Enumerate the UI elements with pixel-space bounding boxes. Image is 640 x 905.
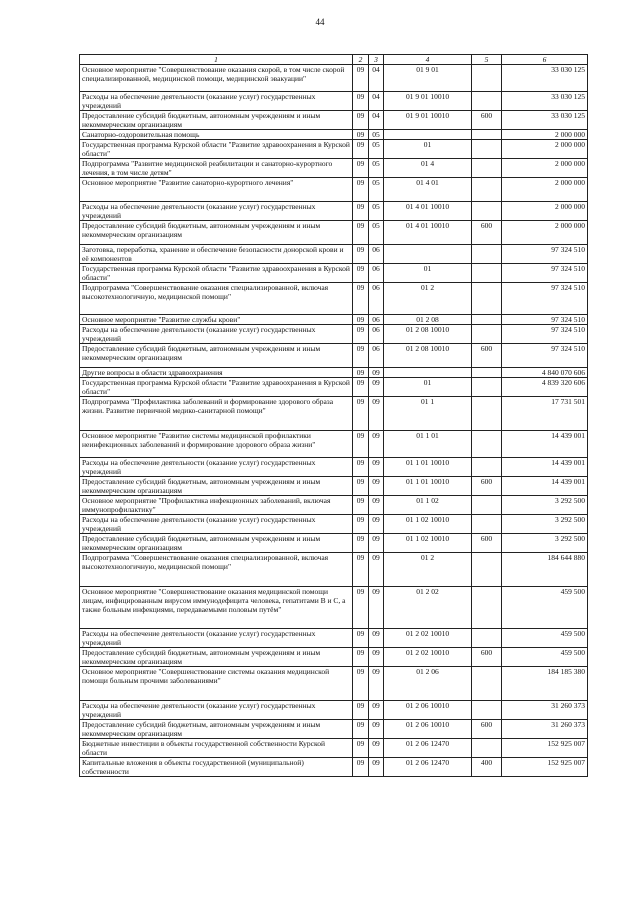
row-expense-type <box>472 553 502 587</box>
table-row <box>80 264 588 283</box>
row-expense-type <box>472 92 502 111</box>
header-col-1: 1 <box>80 55 353 65</box>
row-section: 09 <box>353 264 369 283</box>
row-amount: 3 292 500 <box>502 515 588 534</box>
table-row <box>80 629 588 648</box>
row-section: 09 <box>353 92 369 111</box>
row-subsection: 06 <box>369 344 384 368</box>
header-col-2: 2 <box>353 55 369 65</box>
row-subsection: 09 <box>369 720 384 739</box>
row-section: 09 <box>353 648 369 667</box>
row-name: Расходы на обеспечение деятельности (оказание услуг) государственных учреждений <box>80 458 353 477</box>
row-name: Основное мероприятие "Развитие системы медицинской профилактики неинфекционных заболеваний и формирование здорового образа жизни" <box>80 431 353 458</box>
row-subsection: 05 <box>369 178 384 202</box>
row-expense-type: 600 <box>472 344 502 368</box>
row-target-article: 01 2 06 12470 <box>384 758 472 777</box>
row-target-article: 01 2 08 10010 <box>384 344 472 368</box>
row-amount: 3 292 500 <box>502 496 588 515</box>
row-amount: 97 324 510 <box>502 245 588 264</box>
row-name: Государственная программа Курской области "Развитие здравоохранения в Курской области" <box>80 378 353 397</box>
table-row <box>80 515 588 534</box>
row-amount: 17 731 501 <box>502 397 588 431</box>
row-target-article: 01 4 01 <box>384 178 472 202</box>
row-expense-type: 400 <box>472 758 502 777</box>
row-amount: 33 030 125 <box>502 111 588 130</box>
row-section: 09 <box>353 315 369 325</box>
row-name: Основное мероприятие "Развитие службы крови" <box>80 315 353 325</box>
row-section: 09 <box>353 739 369 758</box>
row-amount: 459 500 <box>502 629 588 648</box>
row-target-article <box>384 245 472 264</box>
row-subsection: 09 <box>369 629 384 648</box>
row-target-article: 01 9 01 10010 <box>384 111 472 130</box>
row-subsection: 09 <box>369 368 384 378</box>
row-amount: 152 925 007 <box>502 739 588 758</box>
table-row <box>80 648 588 667</box>
row-amount: 14 439 001 <box>502 431 588 458</box>
row-subsection: 09 <box>369 701 384 720</box>
row-subsection: 05 <box>369 140 384 159</box>
row-section: 09 <box>353 221 369 245</box>
row-amount: 97 324 510 <box>502 283 588 315</box>
row-expense-type <box>472 140 502 159</box>
row-subsection: 09 <box>369 431 384 458</box>
row-target-article: 01 9 01 10010 <box>384 92 472 111</box>
table-row <box>80 534 588 553</box>
row-amount: 14 439 001 <box>502 477 588 496</box>
table-row <box>80 739 588 758</box>
header-col-4: 4 <box>384 55 472 65</box>
table-row <box>80 587 588 629</box>
table-row <box>80 477 588 496</box>
row-expense-type <box>472 629 502 648</box>
header-col-5: 5 <box>472 55 502 65</box>
table-row <box>80 720 588 739</box>
row-expense-type <box>472 202 502 221</box>
row-section: 09 <box>353 720 369 739</box>
row-section: 09 <box>353 368 369 378</box>
row-subsection: 05 <box>369 221 384 245</box>
row-name: Основное мероприятие "Совершенствование оказания скорой, в том числе скорой специализированной, медицинской помощи, медицинской эвакуации" <box>80 65 353 92</box>
row-name: Предоставление субсидий бюджетным, автономным учреждениям и иным некоммерческим организациям <box>80 111 353 130</box>
row-name: Заготовка, переработка, хранение и обеспечение безопасности донорской крови и её компонентов <box>80 245 353 264</box>
row-amount: 97 324 510 <box>502 264 588 283</box>
row-section: 09 <box>353 344 369 368</box>
row-subsection: 09 <box>369 587 384 629</box>
row-expense-type <box>472 515 502 534</box>
row-section: 09 <box>353 496 369 515</box>
row-expense-type: 600 <box>472 477 502 496</box>
row-amount: 4 839 320 606 <box>502 378 588 397</box>
row-section: 09 <box>353 245 369 264</box>
row-subsection: 09 <box>369 397 384 431</box>
row-target-article <box>384 130 472 140</box>
row-amount: 31 260 373 <box>502 701 588 720</box>
row-section: 09 <box>353 130 369 140</box>
row-expense-type <box>472 130 502 140</box>
row-section: 09 <box>353 758 369 777</box>
row-expense-type <box>472 458 502 477</box>
row-name: Подпрограмма "Совершенствование оказания специализированной, включая высокотехнологичную, медицинской помощи" <box>80 283 353 315</box>
row-subsection: 04 <box>369 92 384 111</box>
row-subsection: 04 <box>369 65 384 92</box>
row-amount: 2 000 000 <box>502 159 588 178</box>
row-section: 09 <box>353 667 369 701</box>
row-amount: 459 500 <box>502 648 588 667</box>
row-name: Другие вопросы в области здравоохранения <box>80 368 353 378</box>
row-target-article: 01 2 02 10010 <box>384 648 472 667</box>
row-name: Предоставление субсидий бюджетным, автономным учреждениям и иным некоммерческим организациям <box>80 534 353 553</box>
row-target-article: 01 2 06 10010 <box>384 701 472 720</box>
row-amount: 31 260 373 <box>502 720 588 739</box>
row-section: 09 <box>353 629 369 648</box>
row-target-article: 01 1 01 <box>384 431 472 458</box>
row-name: Подпрограмма "Совершенствование оказания специализированной, включая высокотехнологичную, медицинской помощи" <box>80 553 353 587</box>
row-section: 09 <box>353 553 369 587</box>
row-section: 09 <box>353 111 369 130</box>
table-row <box>80 378 588 397</box>
row-name: Расходы на обеспечение деятельности (оказание услуг) государственных учреждений <box>80 325 353 344</box>
row-name: Капитальные вложения в объекты государственной (муниципальной) собственности <box>80 758 353 777</box>
row-subsection: 09 <box>369 739 384 758</box>
row-subsection: 09 <box>369 758 384 777</box>
row-subsection: 09 <box>369 534 384 553</box>
row-amount: 97 324 510 <box>502 315 588 325</box>
row-subsection: 06 <box>369 264 384 283</box>
row-amount: 2 000 000 <box>502 202 588 221</box>
row-subsection: 09 <box>369 553 384 587</box>
row-target-article: 01 2 02 10010 <box>384 629 472 648</box>
row-target-article: 01 4 01 10010 <box>384 202 472 221</box>
row-expense-type <box>472 368 502 378</box>
row-name: Предоставление субсидий бюджетным, автономным учреждениям и иным некоммерческим организациям <box>80 477 353 496</box>
row-name: Основное мероприятие "Профилактика инфекционных заболеваний, включая иммунопрофилактику" <box>80 496 353 515</box>
row-target-article: 01 2 <box>384 283 472 315</box>
row-target-article: 01 1 01 10010 <box>384 458 472 477</box>
row-expense-type <box>472 325 502 344</box>
row-target-article: 01 2 06 12470 <box>384 739 472 758</box>
row-amount: 152 925 007 <box>502 758 588 777</box>
row-expense-type <box>472 378 502 397</box>
row-target-article: 01 2 08 10010 <box>384 325 472 344</box>
table-row <box>80 178 588 202</box>
row-amount: 4 840 070 606 <box>502 368 588 378</box>
row-amount: 14 439 001 <box>502 458 588 477</box>
table-row <box>80 130 588 140</box>
row-amount: 33 030 125 <box>502 92 588 111</box>
row-target-article: 01 1 01 10010 <box>384 477 472 496</box>
row-name: Расходы на обеспечение деятельности (оказание услуг) государственных учреждений <box>80 515 353 534</box>
table-row <box>80 397 588 431</box>
table-row <box>80 368 588 378</box>
row-target-article: 01 1 02 10010 <box>384 515 472 534</box>
row-section: 09 <box>353 65 369 92</box>
row-target-article: 01 <box>384 378 472 397</box>
table-row <box>80 458 588 477</box>
table-row <box>80 140 588 159</box>
table-row <box>80 325 588 344</box>
row-target-article: 01 1 02 <box>384 496 472 515</box>
row-name: Государственная программа Курской области "Развитие здравоохранения в Курской области" <box>80 140 353 159</box>
row-section: 09 <box>353 378 369 397</box>
row-expense-type <box>472 264 502 283</box>
table-row <box>80 245 588 264</box>
row-target-article: 01 <box>384 140 472 159</box>
row-amount: 2 000 000 <box>502 130 588 140</box>
table-row <box>80 344 588 368</box>
row-expense-type <box>472 431 502 458</box>
header-col-3: 3 <box>369 55 384 65</box>
row-expense-type <box>472 315 502 325</box>
row-target-article: 01 2 06 10010 <box>384 720 472 739</box>
row-expense-type: 600 <box>472 648 502 667</box>
row-section: 09 <box>353 587 369 629</box>
table-row <box>80 496 588 515</box>
row-name: Предоставление субсидий бюджетным, автономным учреждениям и иным некоммерческим организациям <box>80 221 353 245</box>
row-amount: 97 324 510 <box>502 325 588 344</box>
row-section: 09 <box>353 159 369 178</box>
row-subsection: 09 <box>369 458 384 477</box>
row-expense-type <box>472 159 502 178</box>
row-expense-type <box>472 397 502 431</box>
table-row <box>80 202 588 221</box>
row-name: Расходы на обеспечение деятельности (оказание услуг) государственных учреждений <box>80 701 353 720</box>
row-name: Государственная программа Курской области "Развитие здравоохранения в Курской области" <box>80 264 353 283</box>
table-row <box>80 221 588 245</box>
row-section: 09 <box>353 140 369 159</box>
row-amount: 2 000 000 <box>502 140 588 159</box>
table-header-row <box>80 55 588 65</box>
table-row <box>80 667 588 701</box>
table-row <box>80 111 588 130</box>
row-section: 09 <box>353 431 369 458</box>
row-target-article: 01 1 <box>384 397 472 431</box>
row-subsection: 05 <box>369 202 384 221</box>
table-row <box>80 159 588 178</box>
budget-table <box>79 54 588 777</box>
row-subsection: 09 <box>369 667 384 701</box>
row-expense-type <box>472 701 502 720</box>
row-expense-type <box>472 739 502 758</box>
row-expense-type: 600 <box>472 534 502 553</box>
row-amount: 184 185 380 <box>502 667 588 701</box>
row-amount: 184 644 880 <box>502 553 588 587</box>
row-amount: 2 000 000 <box>502 178 588 202</box>
row-name: Основное мероприятие "Совершенствование системы оказания медицинской помощи больным прочими заболеваниями" <box>80 667 353 701</box>
table-row <box>80 65 588 92</box>
table-row <box>80 431 588 458</box>
table-row <box>80 701 588 720</box>
row-expense-type <box>472 587 502 629</box>
row-target-article: 01 4 01 10010 <box>384 221 472 245</box>
row-subsection: 06 <box>369 325 384 344</box>
row-amount: 33 030 125 <box>502 65 588 92</box>
row-expense-type: 600 <box>472 720 502 739</box>
row-target-article: 01 <box>384 264 472 283</box>
row-subsection: 04 <box>369 111 384 130</box>
row-name: Санаторно-оздоровительная помощь <box>80 130 353 140</box>
row-amount: 97 324 510 <box>502 344 588 368</box>
row-target-article: 01 2 <box>384 553 472 587</box>
row-section: 09 <box>353 534 369 553</box>
table-row <box>80 315 588 325</box>
row-expense-type <box>472 283 502 315</box>
row-name: Расходы на обеспечение деятельности (оказание услуг) государственных учреждений <box>80 92 353 111</box>
row-name: Расходы на обеспечение деятельности (оказание услуг) государственных учреждений <box>80 629 353 648</box>
row-target-article: 01 4 <box>384 159 472 178</box>
row-subsection: 09 <box>369 515 384 534</box>
table-row <box>80 92 588 111</box>
row-section: 09 <box>353 202 369 221</box>
row-section: 09 <box>353 477 369 496</box>
row-expense-type: 600 <box>472 111 502 130</box>
row-name: Основное мероприятие "Совершенствование оказания медицинской помощи лицам, инфицированным вирусом иммунодефицита человека, гепатитами В и С, а также больным инфекциями, передаваемыми половым путём" <box>80 587 353 629</box>
row-expense-type <box>472 245 502 264</box>
row-section: 09 <box>353 178 369 202</box>
row-name: Расходы на обеспечение деятельности (оказание услуг) государственных учреждений <box>80 202 353 221</box>
row-amount: 2 000 000 <box>502 221 588 245</box>
row-name: Подпрограмма "Развитие медицинской реабилитации и санаторно-курортного лечения, в том числе детям" <box>80 159 353 178</box>
header-col-6: 6 <box>502 55 588 65</box>
row-section: 09 <box>353 458 369 477</box>
row-target-article: 01 1 02 10010 <box>384 534 472 553</box>
row-subsection: 06 <box>369 245 384 264</box>
row-amount: 459 500 <box>502 587 588 629</box>
row-name: Подпрограмма "Профилактика заболеваний и формирование здорового образа жизни. Развитие первичной медико-санитарной помощи" <box>80 397 353 431</box>
row-subsection: 09 <box>369 496 384 515</box>
row-name: Предоставление субсидий бюджетным, автономным учреждениям и иным некоммерческим организациям <box>80 720 353 739</box>
table-row <box>80 758 588 777</box>
row-amount: 3 292 500 <box>502 534 588 553</box>
row-section: 09 <box>353 325 369 344</box>
row-target-article: 01 2 08 <box>384 315 472 325</box>
row-name: Предоставление субсидий бюджетным, автономным учреждениям и иным некоммерческим организациям <box>80 648 353 667</box>
page-number: 44 <box>315 17 325 27</box>
row-section: 09 <box>353 397 369 431</box>
row-target-article: 01 9 01 <box>384 65 472 92</box>
row-subsection: 09 <box>369 378 384 397</box>
row-target-article: 01 2 06 <box>384 667 472 701</box>
row-section: 09 <box>353 701 369 720</box>
row-section: 09 <box>353 515 369 534</box>
row-expense-type <box>472 65 502 92</box>
row-name: Основное мероприятие "Развитие санаторно-курортного лечения" <box>80 178 353 202</box>
row-target-article <box>384 368 472 378</box>
row-subsection: 05 <box>369 159 384 178</box>
row-expense-type <box>472 496 502 515</box>
row-expense-type <box>472 178 502 202</box>
table-row <box>80 283 588 315</box>
row-expense-type <box>472 667 502 701</box>
row-subsection: 06 <box>369 315 384 325</box>
row-target-article: 01 2 02 <box>384 587 472 629</box>
row-section: 09 <box>353 283 369 315</box>
table-row <box>80 553 588 587</box>
row-subsection: 05 <box>369 130 384 140</box>
row-subsection: 09 <box>369 648 384 667</box>
row-expense-type: 600 <box>472 221 502 245</box>
row-subsection: 09 <box>369 477 384 496</box>
row-subsection: 06 <box>369 283 384 315</box>
row-name: Предоставление субсидий бюджетным, автономным учреждениям и иным некоммерческим организациям <box>80 344 353 368</box>
row-name: Бюджетные инвестиции в объекты государственной собственности Курской области <box>80 739 353 758</box>
